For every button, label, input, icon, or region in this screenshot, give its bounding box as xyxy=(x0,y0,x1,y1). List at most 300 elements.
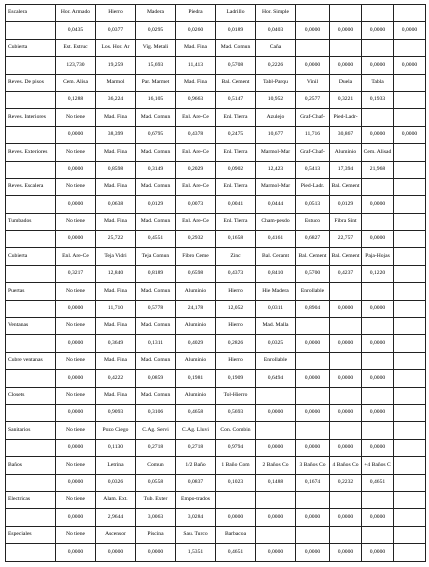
material-option-cell: 1/2 Baño xyxy=(176,457,216,474)
coefficient-value-cell: 0,0444 xyxy=(256,196,296,213)
category-label-row xyxy=(6,248,426,265)
category-name-cell xyxy=(6,265,56,282)
coefficient-value-cell: 0,0000 xyxy=(362,126,394,143)
material-option-cell: Comun xyxy=(136,457,176,474)
material-option-cell: Vinil xyxy=(296,74,330,91)
material-option-cell: Madera xyxy=(136,5,176,22)
category-name-cell: Cubierta xyxy=(6,39,56,56)
category-name-cell: Puertas xyxy=(6,283,56,300)
coefficient-value-cell: 0,0000 xyxy=(256,544,296,561)
coefficient-value-cell xyxy=(394,231,426,248)
material-option-cell xyxy=(362,491,394,508)
material-option-cell: Azulejo xyxy=(256,109,296,126)
material-option-cell xyxy=(362,387,394,404)
material-option-cell xyxy=(330,318,362,335)
coefficient-value-cell: 0,0000 xyxy=(362,231,394,248)
category-label-row xyxy=(6,318,426,335)
material-option-cell xyxy=(394,283,426,300)
category-label-row xyxy=(6,109,426,126)
coefficient-value-cell: 0,0000 xyxy=(56,335,96,352)
coefficient-value-cell: 30,867 xyxy=(330,126,362,143)
material-option-cell: Mad. Fina xyxy=(96,178,136,195)
material-option-cell xyxy=(330,5,362,22)
material-option-cell xyxy=(394,144,426,161)
coefficient-value-cell: 0,0837 xyxy=(176,474,216,491)
material-option-cell xyxy=(362,318,394,335)
material-option-cell xyxy=(362,178,394,195)
coefficient-value-cell: 0,0000 xyxy=(330,370,362,387)
category-label-row xyxy=(6,352,426,369)
coefficient-value-cell: 0,6795 xyxy=(136,126,176,143)
coefficient-value-cell: 0,0000 xyxy=(56,474,96,491)
material-option-cell: Marmol-Mar xyxy=(256,178,296,195)
coefficient-value-cell: 21,968 xyxy=(362,161,394,178)
coefficient-row xyxy=(6,161,426,178)
coefficient-value-cell: 3,0063 xyxy=(136,509,176,526)
material-option-cell: Aluminio xyxy=(176,318,216,335)
coefficient-value-cell: 0,1658 xyxy=(216,231,256,248)
material-option-cell xyxy=(296,39,330,56)
material-option-cell: Enl. Tierra xyxy=(216,109,256,126)
category-name-cell xyxy=(6,544,56,561)
coefficient-value-cell: 0,0513 xyxy=(296,196,330,213)
category-name-cell xyxy=(6,335,56,352)
material-option-cell: Mad. Comun xyxy=(136,178,176,195)
coefficient-row xyxy=(6,231,426,248)
material-option-cell: +4 Baños C xyxy=(362,457,394,474)
category-name-cell xyxy=(6,370,56,387)
material-option-cell: Hierro xyxy=(216,283,256,300)
coefficient-row xyxy=(6,474,426,491)
coefficient-value-cell: 0,2226 xyxy=(256,57,296,74)
material-option-cell: Aluminio xyxy=(176,283,216,300)
category-name-cell xyxy=(6,91,56,108)
category-name-cell: Closets xyxy=(6,387,56,404)
coefficient-value-cell: 0,2718 xyxy=(136,439,176,456)
material-option-cell: Empo-trados xyxy=(176,491,216,508)
coefficient-row xyxy=(6,404,426,421)
material-option-cell xyxy=(362,5,394,22)
material-option-cell: Mad. Comun xyxy=(136,387,176,404)
category-name-cell xyxy=(6,474,56,491)
material-option-cell xyxy=(362,39,394,56)
material-option-cell: Mad. Fina xyxy=(96,318,136,335)
coefficient-value-cell: 0,8598 xyxy=(96,161,136,178)
material-option-cell: C.Ag. Lluvi xyxy=(176,422,216,439)
coefficient-value-cell: 0,0000 xyxy=(136,544,176,561)
material-option-cell: Zinc xyxy=(216,248,256,265)
coefficient-value-cell: 0,0000 xyxy=(296,544,330,561)
coefficient-value-cell: 0,4237 xyxy=(330,265,362,282)
coefficient-row xyxy=(6,57,426,74)
coefficient-value-cell: 0,8904 xyxy=(296,300,330,317)
coefficient-value-cell: 0,0326 xyxy=(96,474,136,491)
coefficient-value-cell: 0,0000 xyxy=(362,300,394,317)
category-name-cell: Sanitarios xyxy=(6,422,56,439)
coefficient-value-cell: 12,052 xyxy=(216,300,256,317)
material-option-cell: Mad. Comun xyxy=(216,39,256,56)
coefficient-value-cell: 0,0000 xyxy=(56,370,96,387)
coefficient-value-cell: 0,4651 xyxy=(362,474,394,491)
material-option-cell: Graf-Chaf- xyxy=(296,144,330,161)
material-option-cell: Los. Hor. Ar xyxy=(96,39,136,56)
coefficient-value-cell: 0,0403 xyxy=(256,22,296,39)
coefficient-value-cell: 0,0000 xyxy=(96,544,136,561)
category-label-row xyxy=(6,457,426,474)
coefficient-row xyxy=(6,509,426,526)
coefficient-value-cell: 0,2932 xyxy=(176,231,216,248)
material-option-cell xyxy=(362,526,394,543)
material-option-cell: Mad. Malla xyxy=(256,318,296,335)
category-name-cell: Electricas xyxy=(6,491,56,508)
coefficient-value-cell xyxy=(394,335,426,352)
material-option-cell xyxy=(394,422,426,439)
material-option-cell xyxy=(296,352,330,369)
category-name-cell xyxy=(6,300,56,317)
material-option-cell xyxy=(362,422,394,439)
material-option-cell: Hor. Simple xyxy=(256,5,296,22)
coefficient-value-cell: 0,0000 xyxy=(330,404,362,421)
category-name-cell: Escalera xyxy=(6,5,56,22)
material-option-cell xyxy=(362,213,394,230)
material-option-cell: 4 Baños Co xyxy=(330,457,362,474)
category-label-row xyxy=(6,5,426,22)
coefficient-value-cell: 0,0260 xyxy=(176,22,216,39)
material-option-cell: No tiene xyxy=(56,144,96,161)
coefficient-value-cell: 0,0000 xyxy=(256,404,296,421)
coefficient-value-cell: 0,0638 xyxy=(96,196,136,213)
material-option-cell: Duela xyxy=(330,74,362,91)
coefficient-value-cell: 0,1674 xyxy=(296,474,330,491)
material-option-cell xyxy=(394,352,426,369)
material-option-cell xyxy=(256,422,296,439)
material-option-cell: Enl. Are-Ce xyxy=(176,109,216,126)
coefficient-value-cell: 0,0000 xyxy=(56,509,96,526)
category-name-cell xyxy=(6,231,56,248)
coefficient-value-cell: 0,0129 xyxy=(136,196,176,213)
material-option-cell: Fibra Sint xyxy=(330,213,362,230)
material-option-cell: Tabl-Parqu xyxy=(256,74,296,91)
construction-materials-table xyxy=(5,4,426,562)
coefficient-value-cell: 0,0000 xyxy=(296,57,330,74)
coefficient-value-cell: 38,399 xyxy=(96,126,136,143)
coefficient-value-cell: 0,0000 xyxy=(56,196,96,213)
material-option-cell xyxy=(256,526,296,543)
coefficient-value-cell: 0,0000 xyxy=(330,544,362,561)
material-option-cell: Mad. Comun xyxy=(136,283,176,300)
material-option-cell xyxy=(296,5,330,22)
category-name-cell: Cubre ventanas xyxy=(6,352,56,369)
material-option-cell xyxy=(330,491,362,508)
coefficient-value-cell: 0,5778 xyxy=(136,300,176,317)
material-option-cell: No tiene xyxy=(56,457,96,474)
coefficient-value-cell: 0,4029 xyxy=(176,335,216,352)
category-name-cell: Baños xyxy=(6,457,56,474)
category-name-cell xyxy=(6,196,56,213)
coefficient-value-cell: 0,0000 xyxy=(330,57,362,74)
material-option-cell: Graf-Chaf- xyxy=(296,109,330,126)
coefficient-value-cell: 0,0000 xyxy=(362,404,394,421)
material-option-cell: Cham-pesdo xyxy=(256,213,296,230)
material-option-cell xyxy=(394,109,426,126)
coefficient-value-cell: 0,0000 xyxy=(362,57,394,74)
material-option-cell: Caña xyxy=(256,39,296,56)
material-option-cell xyxy=(330,387,362,404)
coefficient-row xyxy=(6,439,426,456)
material-option-cell: Pozo Ciego xyxy=(96,422,136,439)
coefficient-value-cell: 0,4658 xyxy=(176,404,216,421)
coefficient-value-cell: 0,1288 xyxy=(56,91,96,108)
material-option-cell: No tiene xyxy=(56,422,96,439)
material-option-cell: No tiene xyxy=(56,213,96,230)
coefficient-value-cell: 0,2718 xyxy=(176,439,216,456)
coefficient-value-cell: 0,0000 xyxy=(296,370,330,387)
coefficient-value-cell: 0,0295 xyxy=(136,22,176,39)
material-option-cell: Paja-Hojas xyxy=(362,248,394,265)
coefficient-value-cell xyxy=(394,265,426,282)
coefficient-value-cell xyxy=(394,474,426,491)
category-label-row xyxy=(6,387,426,404)
material-option-cell xyxy=(394,74,426,91)
coefficient-value-cell: 0,3106 xyxy=(136,404,176,421)
coefficient-value-cell xyxy=(394,404,426,421)
material-option-cell xyxy=(330,422,362,439)
material-option-cell: Hierro xyxy=(216,318,256,335)
material-option-cell: No tiene xyxy=(56,526,96,543)
material-option-cell xyxy=(296,422,330,439)
coefficient-row xyxy=(6,544,426,561)
coefficient-value-cell: 36,224 xyxy=(96,91,136,108)
coefficient-value-cell: 0,0000 xyxy=(296,22,330,39)
coefficient-value-cell: 0,6598 xyxy=(176,265,216,282)
material-option-cell: Ladrillo xyxy=(216,5,256,22)
material-option-cell xyxy=(394,178,426,195)
material-option-cell: Marmol xyxy=(96,74,136,91)
category-label-row xyxy=(6,74,426,91)
category-name-cell: Reves. Escalera xyxy=(6,178,56,195)
coefficient-value-cell: 0,1220 xyxy=(362,265,394,282)
coefficient-value-cell: 0,0000 xyxy=(394,22,426,39)
coefficient-value-cell: 0,0435 xyxy=(56,22,96,39)
coefficient-row xyxy=(6,335,426,352)
coefficient-value-cell: 0,0000 xyxy=(362,196,394,213)
material-option-cell xyxy=(394,457,426,474)
coefficient-row xyxy=(6,126,426,143)
category-label-row xyxy=(6,144,426,161)
coefficient-value-cell: 0,5413 xyxy=(296,161,330,178)
category-label-row xyxy=(6,213,426,230)
category-name-cell xyxy=(6,404,56,421)
material-option-cell: 2 Baños Co xyxy=(256,457,296,474)
material-option-cell: Mad. Comun xyxy=(136,318,176,335)
coefficient-value-cell: 10,677 xyxy=(256,126,296,143)
material-option-cell: Alam. Ext. xyxy=(96,491,136,508)
category-name-cell: Reves. Interiores xyxy=(6,109,56,126)
coefficient-value-cell: 0,0000 xyxy=(330,439,362,456)
coefficient-value-cell: 19,259 xyxy=(96,57,136,74)
material-option-cell: Enl. Tierra xyxy=(216,213,256,230)
material-option-cell: Mad. Fina xyxy=(96,387,136,404)
material-option-cell xyxy=(394,491,426,508)
material-option-cell: Hor. Armado xyxy=(56,5,96,22)
coefficient-value-cell: 0,1488 xyxy=(256,474,296,491)
material-option-cell xyxy=(362,109,394,126)
coefficient-value-cell xyxy=(394,300,426,317)
category-name-cell: Tumbados xyxy=(6,213,56,230)
category-label-row xyxy=(6,526,426,543)
material-option-cell: Par. Marmet xyxy=(136,74,176,91)
coefficient-value-cell: 24,178 xyxy=(176,300,216,317)
material-option-cell xyxy=(296,491,330,508)
coefficient-value-cell xyxy=(394,161,426,178)
coefficient-value-cell: 0,0000 xyxy=(256,509,296,526)
material-option-cell: Sau. Turco xyxy=(176,526,216,543)
coefficient-value-cell: 0,1311 xyxy=(136,335,176,352)
material-option-cell xyxy=(394,39,426,56)
coefficient-value-cell: 0,0558 xyxy=(136,474,176,491)
material-option-cell: Cem. Alisad xyxy=(362,144,394,161)
coefficient-value-cell: 0,0000 xyxy=(394,57,426,74)
material-option-cell xyxy=(394,526,426,543)
coefficient-value-cell: 0,4378 xyxy=(176,126,216,143)
coefficient-value-cell: 0,0000 xyxy=(56,231,96,248)
material-option-cell: Bal. Cement xyxy=(296,248,330,265)
coefficient-value-cell: 11,413 xyxy=(176,57,216,74)
coefficient-value-cell: 0,1909 xyxy=(216,370,256,387)
coefficient-value-cell: 0,4551 xyxy=(136,231,176,248)
material-option-cell: Teja Vidri xyxy=(96,248,136,265)
coefficient-row xyxy=(6,370,426,387)
material-option-cell: No tiene xyxy=(56,318,96,335)
coefficient-value-cell: 0,0000 xyxy=(362,335,394,352)
coefficient-row xyxy=(6,22,426,39)
coefficient-value-cell xyxy=(394,196,426,213)
coefficient-row xyxy=(6,300,426,317)
coefficient-value-cell: 0,2475 xyxy=(216,126,256,143)
material-option-cell xyxy=(394,387,426,404)
coefficient-value-cell xyxy=(394,509,426,526)
material-option-cell xyxy=(256,491,296,508)
coefficient-value-cell: 0,9794 xyxy=(216,439,256,456)
coefficient-value-cell: 0,0325 xyxy=(256,335,296,352)
material-option-cell: Letrina xyxy=(96,457,136,474)
coefficient-value-cell: 0,0189 xyxy=(216,22,256,39)
material-option-cell xyxy=(330,39,362,56)
coefficient-value-cell: 0,0000 xyxy=(362,22,394,39)
coefficient-value-cell: 15,693 xyxy=(136,57,176,74)
material-option-cell: Mad. Fina xyxy=(96,352,136,369)
material-option-cell: Bal. Ceramt xyxy=(256,248,296,265)
coefficient-value-cell: 0,2826 xyxy=(216,335,256,352)
coefficient-value-cell: 0,2232 xyxy=(330,474,362,491)
material-option-cell: No tiene xyxy=(56,491,96,508)
coefficient-value-cell: 2,9644 xyxy=(96,509,136,526)
material-option-cell: Mad. Fina xyxy=(96,213,136,230)
coefficient-value-cell xyxy=(394,91,426,108)
material-option-cell: Mad. Comun xyxy=(136,352,176,369)
coefficient-value-cell: 3,0284 xyxy=(176,509,216,526)
coefficient-value-cell: 0,3149 xyxy=(136,161,176,178)
material-option-cell: C.Ag. Servi xyxy=(136,422,176,439)
category-label-row xyxy=(6,39,426,56)
coefficient-value-cell: 0,1933 xyxy=(362,91,394,108)
category-name-cell: Especiales xyxy=(6,526,56,543)
material-option-cell: Aluminio xyxy=(176,387,216,404)
coefficient-value-cell: 0,0000 xyxy=(394,126,426,143)
category-label-row xyxy=(6,178,426,195)
material-option-cell: Mad. Fina xyxy=(96,109,136,126)
material-option-cell: Marmol-Mar xyxy=(256,144,296,161)
coefficient-value-cell: 0,0000 xyxy=(56,404,96,421)
coefficient-value-cell: 0,0000 xyxy=(330,22,362,39)
material-option-cell xyxy=(362,352,394,369)
material-option-cell xyxy=(256,387,296,404)
material-option-cell: Enl. Are-Ce xyxy=(176,213,216,230)
material-option-cell xyxy=(394,318,426,335)
coefficient-value-cell: 0,8189 xyxy=(136,265,176,282)
material-option-cell: Tabla xyxy=(362,74,394,91)
coefficient-value-cell: 0,0000 xyxy=(56,126,96,143)
coefficient-value-cell: 11,710 xyxy=(96,300,136,317)
coefficient-value-cell xyxy=(394,370,426,387)
coefficient-value-cell: 0,6494 xyxy=(256,370,296,387)
material-option-cell: Enl. Tierra xyxy=(216,178,256,195)
category-name-cell xyxy=(6,439,56,456)
coefficient-value-cell: 0,0000 xyxy=(362,544,394,561)
material-option-cell: Mad. Comun xyxy=(136,213,176,230)
coefficient-value-cell: 0,4651 xyxy=(216,544,256,561)
coefficient-row xyxy=(6,265,426,282)
category-name-cell: Reves. Exteriores xyxy=(6,144,56,161)
coefficient-value-cell: 0,4373 xyxy=(216,265,256,282)
material-option-cell xyxy=(296,318,330,335)
material-option-cell: Mad. Fina xyxy=(176,74,216,91)
coefficient-value-cell: 0,0000 xyxy=(56,161,96,178)
material-option-cell: No tiene xyxy=(56,109,96,126)
category-name-cell: Cubierta xyxy=(6,248,56,265)
material-option-cell: Mad. Fina xyxy=(96,283,136,300)
coefficient-value-cell: 0,0073 xyxy=(176,196,216,213)
material-option-cell: Enrollable xyxy=(256,352,296,369)
material-option-cell xyxy=(330,283,362,300)
material-option-cell: Estuco xyxy=(296,213,330,230)
coefficient-row xyxy=(6,196,426,213)
coefficient-value-cell: 0,8410 xyxy=(256,265,296,282)
material-option-cell: Bal. Cement xyxy=(330,178,362,195)
coefficient-value-cell: 0,0000 xyxy=(56,544,96,561)
coefficient-value-cell: 0,0000 xyxy=(362,439,394,456)
coefficient-row xyxy=(6,91,426,108)
coefficient-value-cell: 0,2029 xyxy=(176,161,216,178)
coefficient-value-cell: 11,716 xyxy=(296,126,330,143)
coefficient-value-cell: 17,394 xyxy=(330,161,362,178)
coefficient-value-cell: 0,0000 xyxy=(216,509,256,526)
coefficient-value-cell: 0,5693 xyxy=(216,404,256,421)
category-label-row xyxy=(6,283,426,300)
material-option-cell: Mad. Comun xyxy=(136,144,176,161)
material-option-cell: Hie Madera xyxy=(256,283,296,300)
material-option-cell xyxy=(330,526,362,543)
material-option-cell: Mad. Fina xyxy=(176,39,216,56)
material-option-cell: 1 Baño Com xyxy=(216,457,256,474)
material-option-cell: Fibro Ceme xyxy=(176,248,216,265)
coefficient-value-cell: 0,3649 xyxy=(96,335,136,352)
material-option-cell: No tiene xyxy=(56,352,96,369)
coefficient-value-cell: 12,423 xyxy=(256,161,296,178)
material-option-cell xyxy=(362,283,394,300)
coefficient-value-cell: 0,0000 xyxy=(296,404,330,421)
coefficient-value-cell: 1,5351 xyxy=(176,544,216,561)
